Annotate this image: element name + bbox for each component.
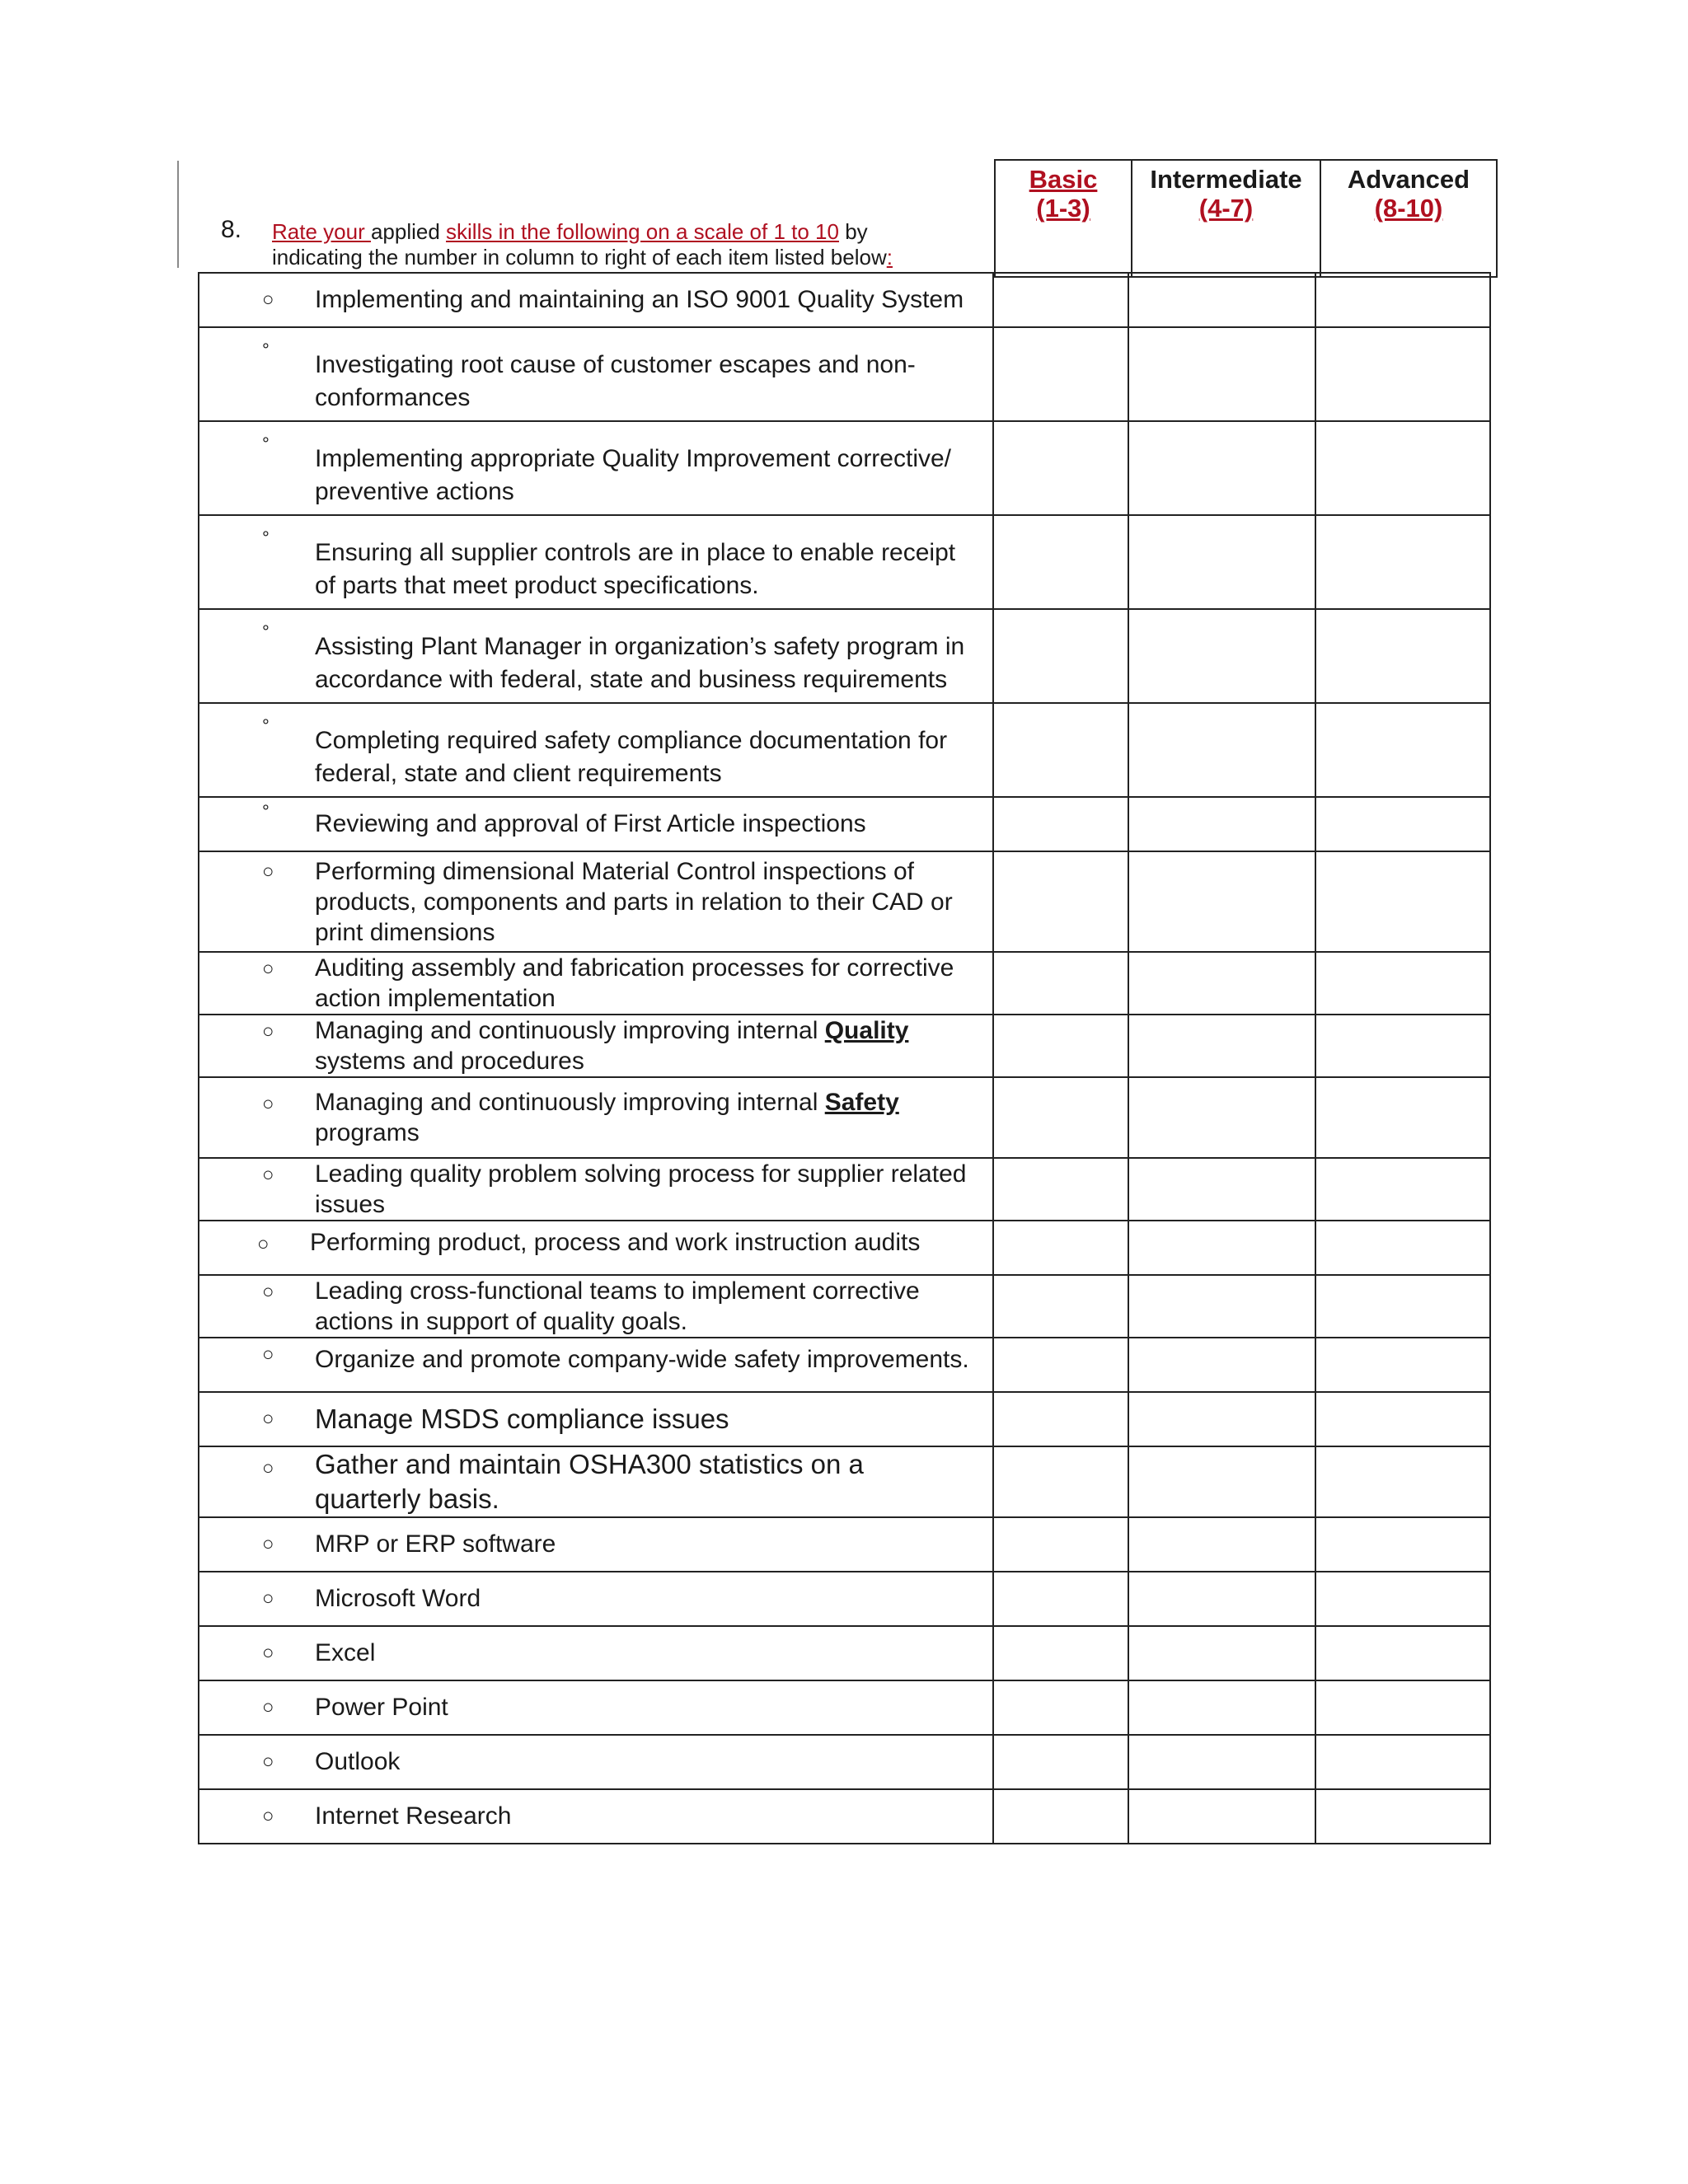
bullet-icon: ○ [262,1696,274,1718]
bullet-icon: ○ [262,1020,274,1043]
table-row [199,1626,1490,1680]
rating-cell-advanced[interactable] [1315,851,1490,952]
rating-cell-basic[interactable] [993,1158,1128,1221]
rating-cell-intermediate[interactable] [1128,515,1315,609]
rating-cell-basic[interactable] [993,1517,1128,1572]
rating-cell-advanced[interactable] [1315,1338,1490,1392]
rating-cell-basic[interactable] [993,609,1128,703]
skill-label: Implementing appropriate Quality Improvement corrective/ preventive actions [315,445,952,505]
skill-item [199,421,993,515]
skill-item [199,797,993,851]
bullet-icon: ○ [262,1642,274,1664]
bullet-icon: ○ [262,1587,274,1610]
rating-cell-intermediate[interactable] [1128,797,1315,851]
bullet-icon: ○ [262,288,274,311]
table-row [199,1789,1490,1844]
table-row [199,851,1490,952]
bullet-icon: ○ [262,1343,274,1366]
skill-item [199,327,993,421]
rating-cell-advanced[interactable] [1315,1275,1490,1338]
prompt-segment-rate: Rate your [272,219,371,244]
skill-label: Completing required safety compliance documentation for federal, state and client requirements [315,727,948,787]
advanced-label: Advanced [1347,165,1470,194]
skill-label: Performing product, process and work instruction audits [310,1228,921,1256]
table-row [199,1077,1490,1158]
rating-cell-advanced[interactable] [1315,1517,1490,1572]
bullet-icon: ° [262,715,270,736]
bullet-icon: ° [262,434,270,454]
skill-label: Internet Research [315,1802,512,1830]
skill-item [199,1275,993,1338]
table-row [199,1680,1490,1735]
skill-label-before: Managing and continuously improving internal [315,1089,825,1116]
table-row [199,609,1490,703]
skill-label: Ensuring all supplier controls are in place to enable receipt of parts that meet product specifications. [315,539,956,599]
rating-cell-basic[interactable] [993,797,1128,851]
skill-label: Reviewing and approval of First Article inspections [315,810,866,837]
skill-label [315,1087,992,1148]
rating-cell-intermediate[interactable] [1128,1338,1315,1392]
rating-cell-basic[interactable] [993,273,1128,327]
table-row [199,1446,1490,1517]
skill-label: Implementing and maintaining an ISO 9001 Quality System [315,286,964,313]
rating-cell-basic[interactable] [993,1015,1128,1077]
skill-label [315,1015,992,1076]
table-row [199,273,1490,327]
bullet-icon: ○ [262,1408,274,1430]
skill-item [199,851,993,952]
table-row [199,1735,1490,1789]
rating-cell-advanced[interactable] [1315,1446,1490,1517]
table-row [199,1158,1490,1221]
skill-item [199,1221,993,1275]
rating-cell-intermediate[interactable] [1128,1789,1315,1844]
rating-cell-advanced[interactable] [1315,1789,1490,1844]
emphasis-quality: Quality [824,1017,909,1044]
basic-range: (1-3) [1036,194,1090,223]
column-header-basic [995,160,1132,277]
bullet-icon: ○ [257,1233,270,1255]
rating-cell-advanced[interactable] [1315,1572,1490,1626]
rating-cell-advanced[interactable] [1315,1077,1490,1158]
rating-cell-advanced[interactable] [1315,1221,1490,1275]
prompt-segment-by: by [838,219,868,244]
rating-cell-intermediate[interactable] [1128,327,1315,421]
skill-item [199,1517,993,1572]
skill-label: Gather and maintain OSHA300 statistics on a quarterly basis. [315,1449,864,1514]
skill-item [199,1077,993,1158]
table-row [199,1572,1490,1626]
rating-cell-intermediate[interactable] [1128,1077,1315,1158]
table-row [199,327,1490,421]
rating-cell-basic[interactable] [993,1221,1128,1275]
rating-cell-intermediate[interactable] [1128,1158,1315,1221]
rating-cell-advanced[interactable] [1315,515,1490,609]
skill-label: Leading cross-functional teams to implement corrective actions in support of quality goals. [315,1277,920,1335]
skill-label: Excel [315,1639,376,1666]
column-header-intermediate [1132,160,1320,277]
rating-cell-intermediate[interactable] [1128,1392,1315,1446]
skill-item [199,952,993,1015]
bullet-icon: ○ [262,1533,274,1555]
rating-cell-basic[interactable] [993,1077,1128,1158]
rating-header-table [994,159,1498,278]
rating-cell-intermediate[interactable] [1128,609,1315,703]
skill-item [199,1015,993,1077]
rating-cell-intermediate[interactable] [1128,1275,1315,1338]
rating-cell-advanced[interactable] [1315,1015,1490,1077]
skill-item [199,1680,993,1735]
table-row [199,1275,1490,1338]
rating-cell-basic[interactable] [993,1789,1128,1844]
advanced-range: (8-10) [1374,194,1443,223]
bullet-icon: ° [262,527,270,548]
margin-rule [177,161,179,268]
skill-label: Organize and promote company-wide safety improvements. [315,1345,969,1373]
intermediate-range: (4-7) [1198,194,1254,223]
skill-label: Power Point [315,1694,448,1721]
prompt-segment-applied: applied [370,219,447,244]
question-number: 8. [221,216,242,243]
bullet-icon: ° [262,340,270,360]
skill-item [199,1158,993,1221]
rating-cell-intermediate[interactable] [1128,421,1315,515]
skill-label-before: Managing and continuously improving internal [315,1017,825,1044]
rating-cell-basic[interactable] [993,1572,1128,1626]
rating-cell-intermediate[interactable] [1128,1572,1315,1626]
rating-cell-advanced[interactable] [1315,273,1490,327]
rating-cell-advanced[interactable] [1315,1158,1490,1221]
rating-cell-intermediate[interactable] [1128,273,1315,327]
table-row [199,1015,1490,1077]
skill-label: Leading quality problem solving process for supplier related issues [315,1160,967,1218]
rating-cell-intermediate[interactable] [1128,1626,1315,1680]
rating-cell-basic[interactable] [993,1446,1128,1517]
table-row [199,952,1490,1015]
column-header-advanced [1320,160,1497,277]
rating-cell-intermediate[interactable] [1128,1517,1315,1572]
table-row [199,421,1490,515]
table-row [199,1221,1490,1275]
rating-cell-intermediate[interactable] [1128,1015,1315,1077]
rating-cell-basic[interactable] [993,703,1128,797]
prompt-segment-scale: skills in the following on a scale of 1 to 10 [446,219,839,244]
bullet-icon: ○ [262,1457,274,1479]
bullet-icon: ° [262,801,270,822]
bullet-icon: ○ [262,1281,274,1303]
rating-cell-advanced[interactable] [1315,609,1490,703]
skill-label: MRP or ERP software [315,1530,556,1558]
skill-item [199,1789,993,1844]
rating-cell-basic[interactable] [993,1275,1128,1338]
skill-label: Manage MSDS compliance issues [315,1404,729,1434]
bullet-icon: ° [262,621,270,642]
skill-label: Outlook [315,1748,401,1775]
rating-cell-advanced[interactable] [1315,952,1490,1015]
rating-cell-basic[interactable] [993,952,1128,1015]
skill-item [199,609,993,703]
rating-cell-basic[interactable] [993,1680,1128,1735]
skill-item [199,1446,993,1517]
skill-item [199,273,993,327]
prompt-colon: : [886,245,893,269]
skill-label: Investigating root cause of customer escapes and non-conformances [315,351,916,411]
rating-cell-intermediate[interactable] [1128,1446,1315,1517]
rating-cell-advanced[interactable] [1315,703,1490,797]
table-row [199,515,1490,609]
rating-cell-intermediate[interactable] [1128,1221,1315,1275]
rating-cell-basic[interactable] [993,327,1128,421]
rating-cell-advanced[interactable] [1315,1680,1490,1735]
rating-cell-intermediate[interactable] [1128,1680,1315,1735]
bullet-icon: ○ [262,1164,274,1186]
skill-item [199,1626,993,1680]
table-row [199,797,1490,851]
rating-cell-intermediate[interactable] [1128,952,1315,1015]
skill-label-after: systems and procedures [315,1047,584,1075]
skill-item [199,1338,993,1392]
rating-cell-advanced[interactable] [1315,1735,1490,1789]
bullet-icon: ○ [262,1750,274,1773]
bullet-icon: ○ [262,860,274,883]
rating-cell-advanced[interactable] [1315,327,1490,421]
prompt-line-2: indicating the number in column to right of each item listed below [272,245,887,269]
rating-cell-intermediate[interactable] [1128,703,1315,797]
rating-cell-basic[interactable] [993,851,1128,952]
skill-label: Auditing assembly and fabrication processes for corrective action implementation [315,954,954,1012]
question-prompt [272,219,997,270]
rating-cell-advanced[interactable] [1315,421,1490,515]
skill-item [199,1392,993,1446]
skill-item [199,1572,993,1626]
rating-cell-advanced[interactable] [1315,1626,1490,1680]
intermediate-label: Intermediate [1150,165,1302,194]
rating-cell-basic[interactable] [993,1338,1128,1392]
skill-item [199,515,993,609]
rating-cell-basic[interactable] [993,421,1128,515]
skill-label: Assisting Plant Manager in organization’s safety program in accordance with federal, state and business requirements [315,633,965,693]
rating-cell-advanced[interactable] [1315,797,1490,851]
rating-cell-basic[interactable] [993,515,1128,609]
rating-cell-intermediate[interactable] [1128,851,1315,952]
rating-cell-basic[interactable] [993,1626,1128,1680]
bullet-icon: ○ [262,1093,274,1115]
table-row [199,1392,1490,1446]
bullet-icon: ○ [262,1805,274,1827]
skill-item [199,703,993,797]
bullet-icon: ○ [262,958,274,980]
basic-label: Basic [1029,165,1098,194]
skill-label: Microsoft Word [315,1585,481,1612]
skills-rating-table [198,272,1491,1844]
table-row [199,1338,1490,1392]
skill-label-after: programs [315,1119,420,1146]
rating-cell-basic[interactable] [993,1735,1128,1789]
table-row [199,1517,1490,1572]
emphasis-safety: Safety [824,1089,899,1116]
rating-cell-basic[interactable] [993,1392,1128,1446]
rating-cell-advanced[interactable] [1315,1392,1490,1446]
skill-item [199,1735,993,1789]
table-row [199,703,1490,797]
skill-label: Performing dimensional Material Control inspections of products, components and parts in relation to their CAD or print dimensions [315,857,953,946]
rating-cell-intermediate[interactable] [1128,1735,1315,1789]
